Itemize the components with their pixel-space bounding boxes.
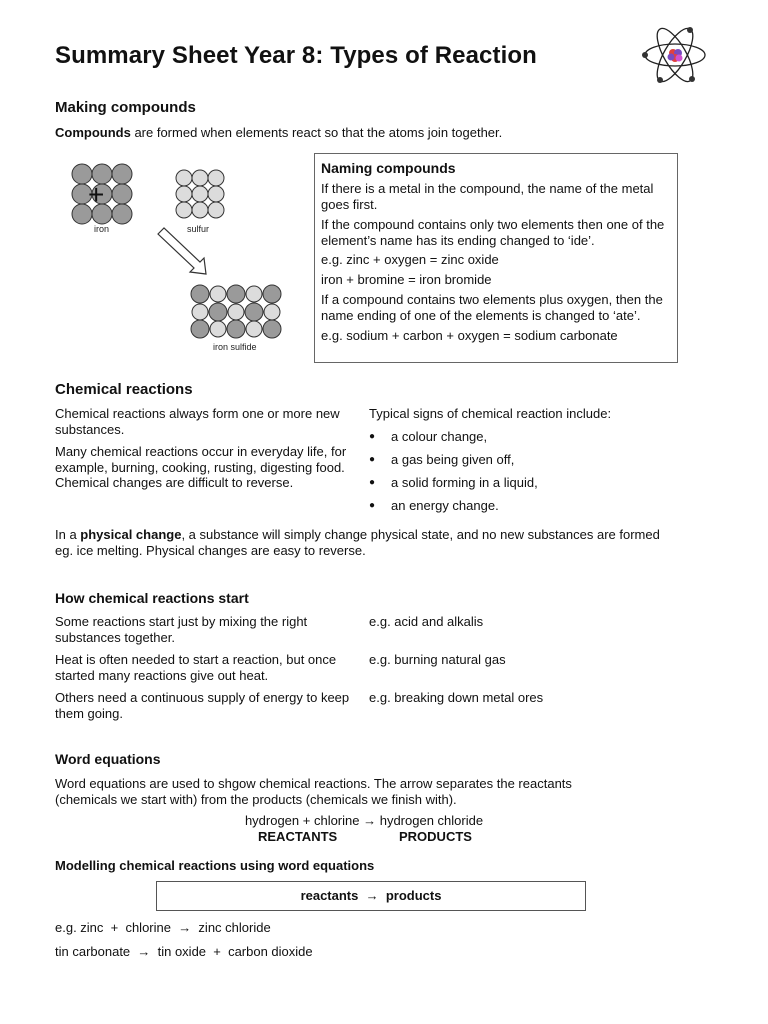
list-item: ● a solid forming in a liquid, bbox=[369, 475, 669, 491]
naming-compounds-box bbox=[314, 153, 678, 363]
atom-icon bbox=[640, 22, 710, 88]
start-row-1-left: Some reactions start just by mixing the right substances together. bbox=[55, 614, 308, 645]
chemical-reactions-signs bbox=[369, 406, 669, 521]
reactants-products-box bbox=[156, 881, 586, 911]
how-start-heading: How chemical reactions start bbox=[55, 590, 249, 606]
naming-rule-ate: If a compound contains two elements plus oxygen, then the name ending of one of the elements is changed to ‘ate’. bbox=[321, 292, 663, 323]
reactants-label: REACTANTS bbox=[258, 829, 338, 844]
physical-post: , a substance will simply change physical state, and no new substances are formed eg. ice melting. Physical changes are easy to reverse. bbox=[55, 527, 660, 558]
model-equation: reactants → products bbox=[300, 888, 442, 904]
label-sulfur: sulfur bbox=[187, 224, 210, 234]
start-row-3-right: e.g. breaking down metal ores bbox=[369, 690, 544, 705]
compounds-intro-text: are formed when elements react so that the atoms join together. bbox=[130, 125, 503, 140]
reactions-everyday-life: Many chemical reactions occur in everyday life, for example, burning, cooking, rusting, digesting food. Chemical changes are difficult to reverse. bbox=[55, 444, 347, 490]
physical-pre: In a bbox=[55, 527, 81, 542]
modelling-heading: Modelling chemical reactions using word equations bbox=[55, 858, 375, 873]
chemical-reactions-left bbox=[55, 406, 355, 491]
making-compounds-heading: Making compounds bbox=[55, 99, 196, 116]
signs-intro: Typical signs of chemical reaction include: bbox=[369, 406, 612, 421]
physical-change-paragraph bbox=[55, 527, 680, 558]
products-label: PRODUCTS bbox=[399, 829, 472, 844]
start-row-3-left: Others need a continuous supply of energy to keep them going. bbox=[55, 690, 350, 721]
start-row-2-left: Heat is often needed to start a reaction, but once started many reactions give out heat. bbox=[55, 652, 337, 683]
plus-sign: + bbox=[88, 179, 105, 210]
physical-change-term: physical change bbox=[80, 527, 182, 542]
naming-example-zinc: e.g. zinc + oxygen = zinc oxide bbox=[321, 252, 499, 267]
label-iron: iron bbox=[94, 224, 110, 234]
word-equations-heading: Word equations bbox=[55, 751, 161, 767]
naming-example-iron: iron + bromine = iron bromide bbox=[321, 271, 492, 287]
compounds-term: Compounds bbox=[55, 125, 131, 140]
compounds-intro bbox=[55, 125, 502, 141]
chemical-reactions-heading: Chemical reactions bbox=[55, 381, 193, 398]
list-item: ● a gas being given off, bbox=[369, 452, 669, 468]
word-equation-example: hydrogen + chlorine → hydrogen chloride bbox=[244, 813, 484, 828]
naming-example-sodium: e.g. sodium + carbon + oxygen = sodium carbonate bbox=[321, 328, 618, 343]
iron-sulfide-particles bbox=[191, 285, 281, 338]
page-title: Summary Sheet Year 8: Types of Reaction bbox=[55, 42, 537, 69]
example-zinc-chlorine: e.g. zinc + chlorine → zinc chloride bbox=[55, 920, 271, 935]
word-equations-intro: Word equations are used to shgow chemical reactions. The arrow separates the reactants (chemicals we start with) from the products (chemicals we finish with). bbox=[55, 776, 572, 807]
reactions-form-new-substances: Chemical reactions always form one or more new substances. bbox=[55, 406, 340, 437]
naming-rule-ide: If the compound contains only two elements then one of the element’s name has its ending changed to ‘ide’. bbox=[321, 217, 665, 248]
arrow-icon bbox=[158, 228, 206, 274]
naming-rule-metal: If there is a metal in the compound, the name of the metal goes first. bbox=[321, 181, 654, 212]
label-iron-sulfide: iron sulfide bbox=[213, 342, 257, 352]
example-tin-carbonate: tin carbonate → tin oxide + carbon dioxide bbox=[55, 944, 313, 959]
start-row-1-right: e.g. acid and alkalis bbox=[369, 614, 484, 629]
list-item: ● an energy change. bbox=[369, 498, 669, 514]
naming-compounds-heading: Naming compounds bbox=[321, 160, 456, 176]
list-item: ● a colour change, bbox=[369, 429, 669, 445]
signs-list bbox=[369, 429, 669, 514]
start-row-2-right: e.g. burning natural gas bbox=[369, 652, 506, 667]
sulfur-particles bbox=[176, 170, 224, 218]
